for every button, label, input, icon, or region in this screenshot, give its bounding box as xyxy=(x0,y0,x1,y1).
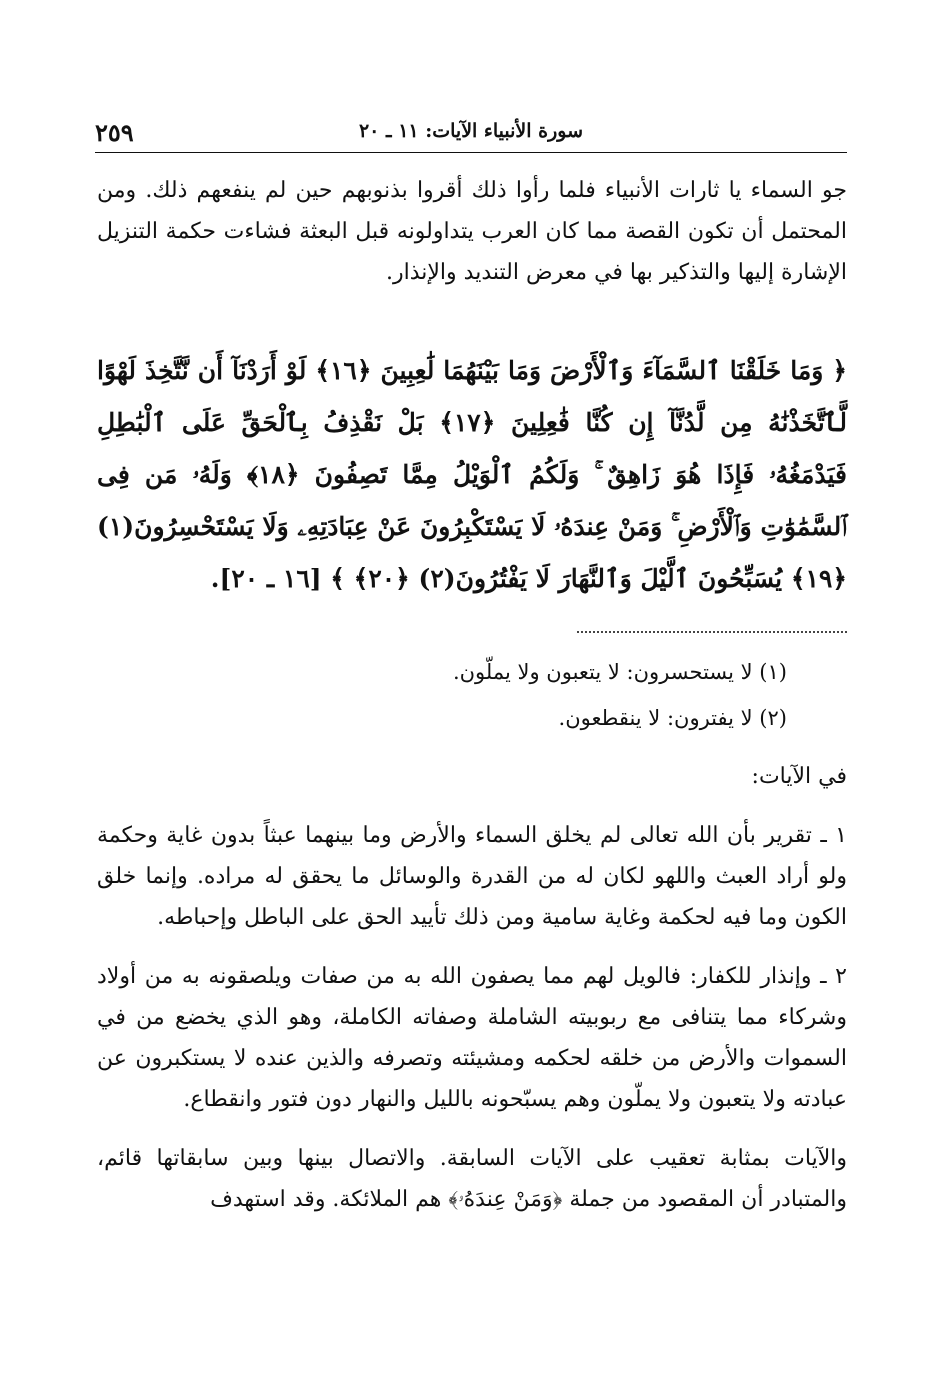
point-2: ٢ ـ وإنذار للكفار: فالويل لهم مما يصفون الله به من صفات ويلصقونه به من أولاد وشركاء مما يتنافى مع ربوبيته الشاملة وصفاته الكاملة، وهو الذي يخضع من في السموات والأرض من خلقه لحكمه ومشيئته وتصرفه والذين عنده لا يستكبرون عن عبادته ولا يتعبون ولا يملّون وهم يسبّحونه بالليل والنهار دون فتور وانقطاع. xyxy=(97,964,847,1112)
page-body xyxy=(97,170,847,1220)
footnote-divider xyxy=(577,631,847,633)
point-1: ١ ـ تقرير بأن الله تعالى لم يخلق السماء والأرض وما بينهما عبثاً بدون غاية وحكمة ولو أراد العبث واللهو لكان له من القدرة والوسائل ما يحقق له مراده. وإنما خلق الكون وما فيه لحكمة وغاية سامية ومن ذلك تأييد الحق على الباطل وإحباطه. xyxy=(97,823,847,930)
page-header xyxy=(95,112,847,153)
page-number: ٢٥٩ xyxy=(95,118,134,147)
footnote-1: (١) لا يستحسرون: لا يتعبون ولا يملّون. xyxy=(452,660,787,684)
footnote-2: (٢) لا يفترون: لا ينقطعون. xyxy=(558,706,787,730)
closing-paragraph: والآيات بمثابة تعقيب على الآيات السابقة. والاتصال بينها وبين سابقاتها قائم، والمتبادر أن المقصود من جملة ﴿وَمَنْ عِندَهُۥ﴾ هم الملائكة. وقد استهدف xyxy=(97,1146,847,1212)
intro-paragraph: جو السماء يا ثارات الأنبياء فلما رأوا ذلك أقروا بذنوبهم حين لم ينفعهم ذلك. ومن المحتمل أن تكون القصة مما كان العرب يتداولونه قبل البعثة فشاءت حكمة التنزيل الإشارة إليها والتذكير بها في معرض التنديد والإنذار. xyxy=(97,178,847,285)
quran-passage: ﴿ وَمَا خَلَقْنَا ٱلسَّمَآءَ وَٱلْأَرْضَ وَمَا بَيْنَهُمَا لَٰعِبِينَ ﴿١٦﴾ لَوْ أَرَدْنَآ أَن نَّتَّخِذَ لَهْوًا لَّٱتَّخَذْنَٰهُ مِن لَّدُنَّآ إِن كُنَّا فَٰعِلِينَ ﴿١٧﴾ بَلْ نَقْذِفُ بِٱلْحَقِّ عَلَى ٱلْبَٰطِلِ فَيَدْمَغُهُۥ فَإِذَا هُوَ زَاهِقٌ ۚ وَلَكُمُ ٱلْوَيْلُ مِمَّا تَصِفُونَ ﴿١٨﴾ وَلَهُۥ مَن فِى ٱلسَّمَٰوَٰتِ وَٱلْأَرْضِ ۚ وَمَنْ عِندَهُۥ لَا يَسْتَكْبِرُونَ عَنْ عِبَادَتِهِۦ وَلَا يَسْتَحْسِرُونَ(١) ﴿١٩﴾ يُسَبِّحُونَ ٱلَّيْلَ وَٱلنَّهَارَ لَا يَفْتُرُونَ(٢) ﴿٢٠﴾ ﴾ [١٦ ـ ٢٠]. xyxy=(97,356,847,593)
footnotes xyxy=(97,649,847,741)
running-title: سورة الأنبياء الآيات: ١١ ـ ٢٠ xyxy=(358,120,584,142)
section-label: في الآيات: xyxy=(751,764,847,789)
